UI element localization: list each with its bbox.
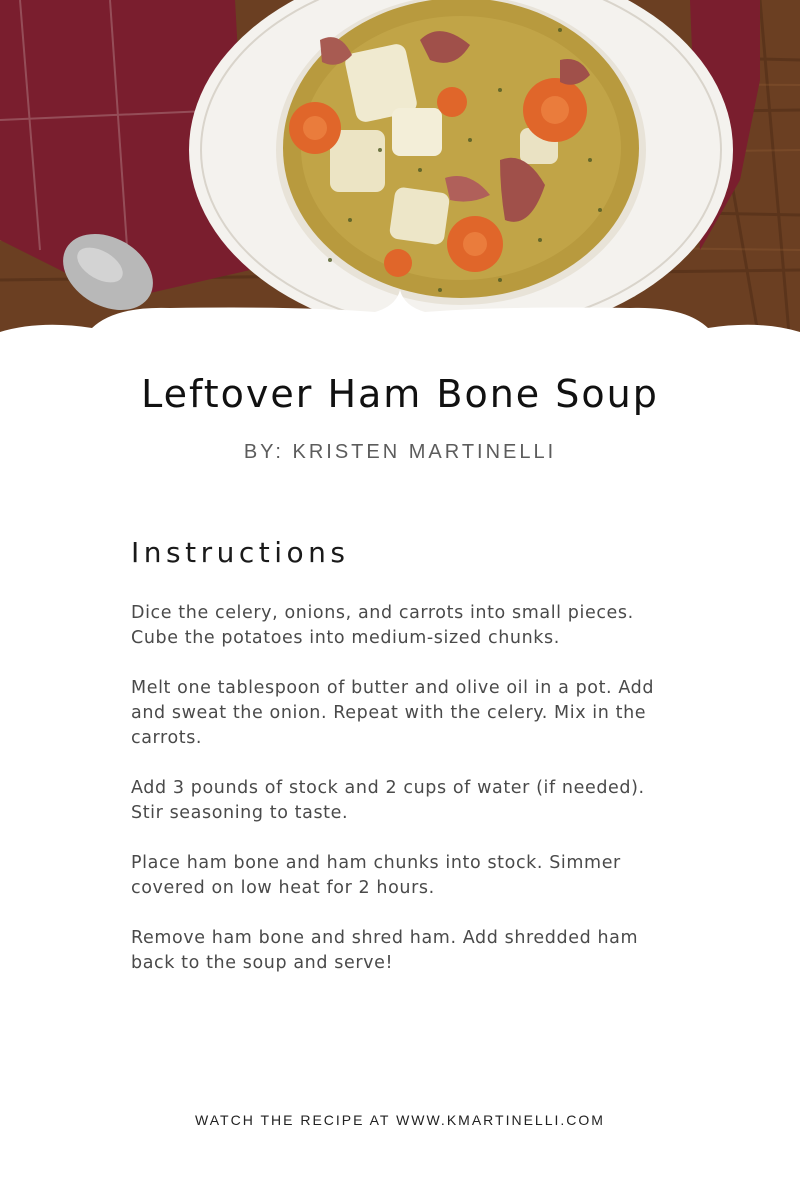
instruction-step: Add 3 pounds of stock and 2 cups of water (if needed). Stir seasoning to taste. xyxy=(131,778,645,823)
instruction-step: Remove ham bone and shred ham. Add shredded ham back to the soup and serve! xyxy=(131,928,639,973)
instruction-step: Place ham bone and ham chunks into stock. Simmer covered on low heat for 2 hours. xyxy=(131,853,621,898)
website-footer: WATCH THE RECIPE AT WWW.KMARTINELLI.COM xyxy=(195,1112,605,1128)
instruction-step: Dice the celery, onions, and carrots into small pieces. Cube the potatoes into medium-sized chunks. xyxy=(131,603,634,648)
instructions-list xyxy=(131,601,676,1001)
recipe-title: Leftover Ham Bone Soup xyxy=(141,372,659,416)
author-byline: BY: KRISTEN MARTINELLI xyxy=(243,441,557,463)
soup-photo xyxy=(0,0,800,345)
instructions-heading: Instructions xyxy=(131,536,350,569)
instruction-step: Melt one tablespoon of butter and olive oil in a pot. Add and sweat the onion. Repeat with the celery. Mix in the carrots. xyxy=(131,678,655,748)
